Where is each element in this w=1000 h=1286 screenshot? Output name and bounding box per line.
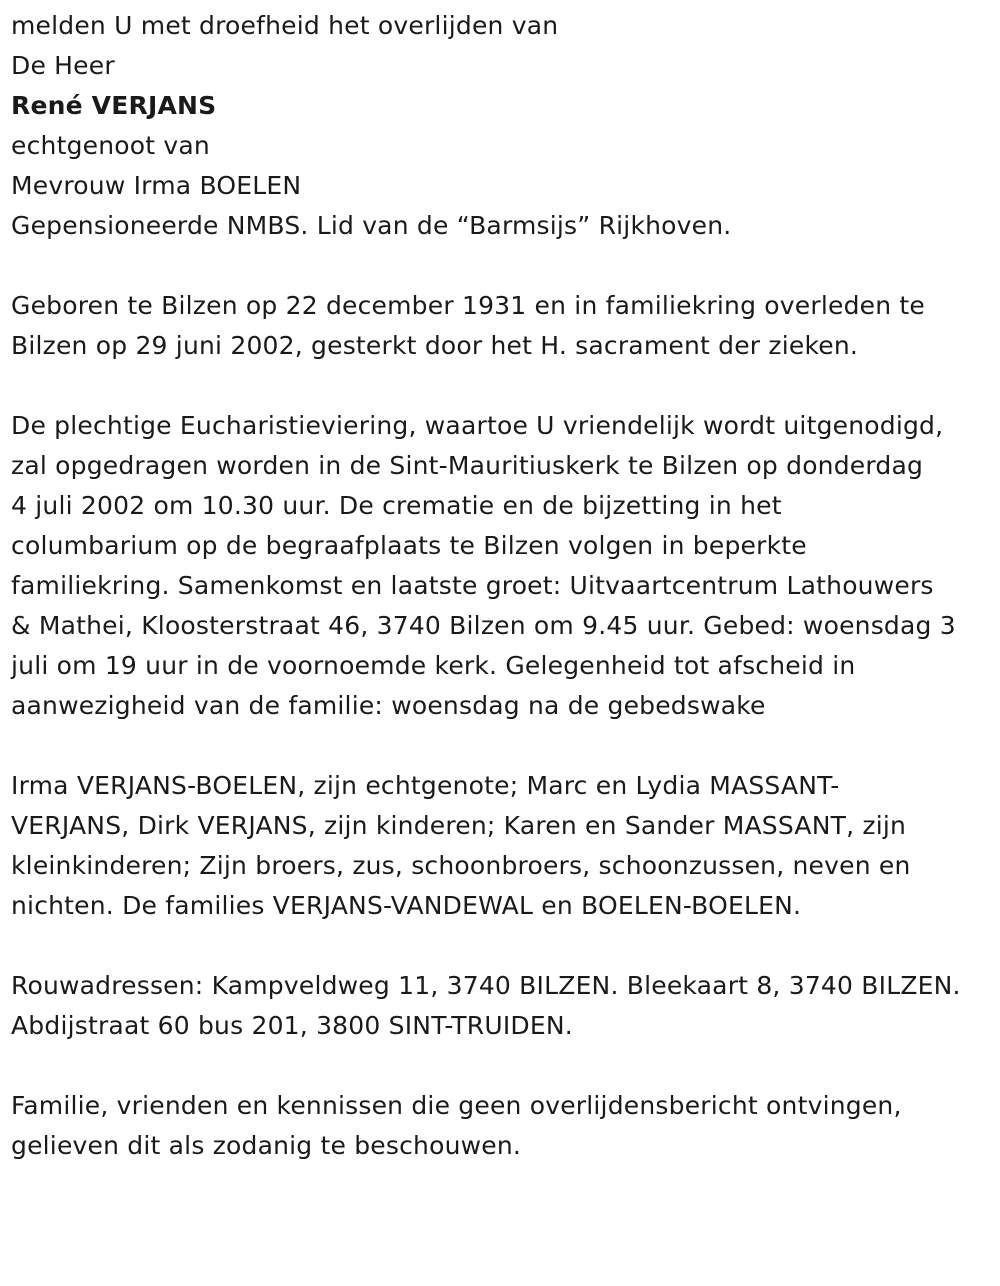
birth-death-line: Bilzen op 29 juni 2002, gesterkt door het H. sacrament der zieken. — [11, 331, 859, 360]
birth-death-paragraph — [11, 286, 996, 366]
family-line: Irma VERJANS-BOELEN, zijn echtgenote; Marc en Lydia MASSANT- — [11, 771, 840, 800]
family-line: VERJANS, Dirk VERJANS, zijn kinderen; Karen en Sander MASSANT, zijn — [11, 811, 907, 840]
ceremony-line: 4 juli 2002 om 10.30 uur. De crematie en de bijzetting in het — [11, 491, 782, 520]
intro-line: melden U met droefheid het overlijden van — [11, 11, 559, 40]
closing-paragraph — [11, 1086, 996, 1166]
spouse-name: Mevrouw Irma BOELEN — [11, 171, 302, 200]
occupation-line: Gepensioneerde NMBS. Lid van de “Barmsijs” Rijkhoven. — [11, 211, 732, 240]
addresses-paragraph — [11, 966, 996, 1046]
ceremony-line: columbarium op de begraafplaats te Bilzen volgen in beperkte — [11, 531, 807, 560]
ceremony-paragraph — [11, 406, 996, 726]
ceremony-line: & Mathei, Kloosterstraat 46, 3740 Bilzen om 9.45 uur. Gebed: woensdag 3 — [11, 611, 956, 640]
obituary-document — [11, 6, 996, 1166]
ceremony-line: aanwezigheid van de familie: woensdag na de gebedswake — [11, 691, 766, 720]
ceremony-line: juli om 19 uur in de voornoemde kerk. Gelegenheid tot afscheid in — [11, 651, 856, 680]
deceased-name: René VERJANS — [11, 91, 217, 120]
birth-death-line: Geboren te Bilzen op 22 december 1931 en in familiekring overleden te — [11, 291, 925, 320]
ceremony-line: De plechtige Eucharistieviering, waartoe U vriendelijk wordt uitgenodigd, — [11, 411, 944, 440]
family-paragraph — [11, 766, 996, 926]
salutation: De Heer — [11, 51, 115, 80]
address-line: Rouwadressen: Kampveldweg 11, 3740 BILZEN. Bleekaart 8, 3740 BILZEN. — [11, 971, 961, 1000]
ceremony-line: zal opgedragen worden in de Sint-Mauritiuskerk te Bilzen op donderdag — [11, 451, 924, 480]
family-line: nichten. De families VERJANS-VANDEWAL en BOELEN-BOELEN. — [11, 891, 802, 920]
closing-line: Familie, vrienden en kennissen die geen overlijdensbericht ontvingen, — [11, 1091, 902, 1120]
relation-line: echtgenoot van — [11, 131, 210, 160]
family-line: kleinkinderen; Zijn broers, zus, schoonbroers, schoonzussen, neven en — [11, 851, 911, 880]
closing-line: gelieven dit als zodanig te beschouwen. — [11, 1131, 522, 1160]
address-line: Abdijstraat 60 bus 201, 3800 SINT-TRUIDEN. — [11, 1011, 573, 1040]
ceremony-line: familiekring. Samenkomst en laatste groet: Uitvaartcentrum Lathouwers — [11, 571, 934, 600]
